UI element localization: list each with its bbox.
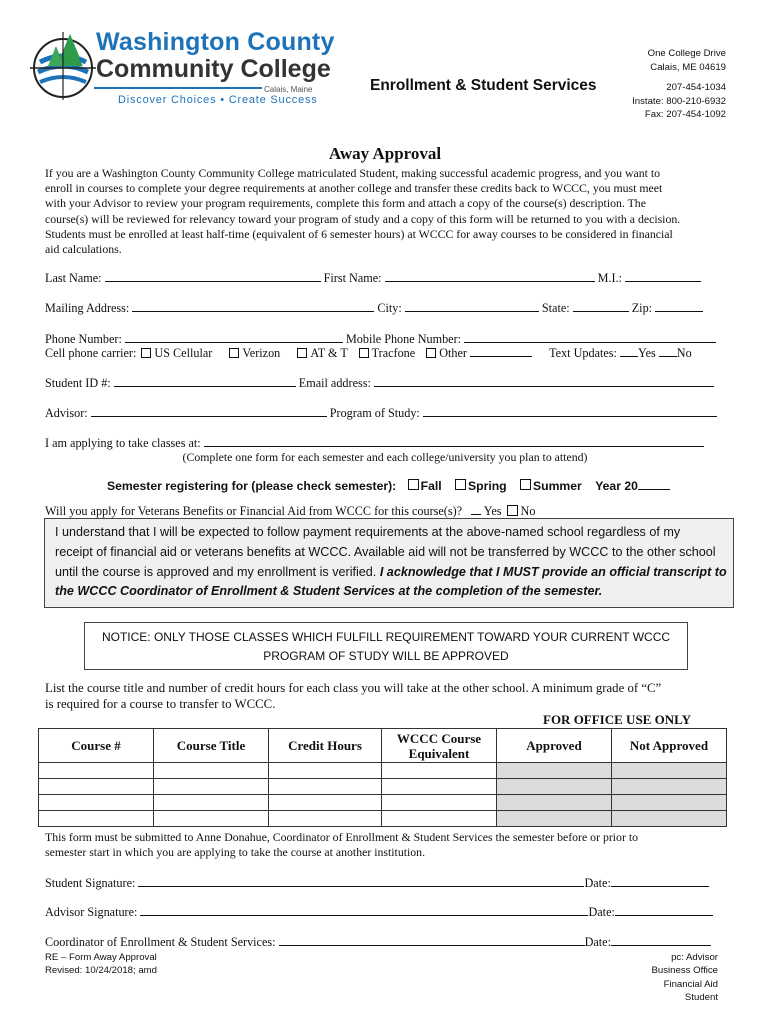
department-title: Enrollment & Student Services	[370, 77, 597, 94]
email-field[interactable]	[374, 375, 714, 387]
logo-underline	[94, 87, 262, 89]
table-cell	[497, 811, 612, 827]
table-cell	[497, 779, 612, 795]
intro-line: enroll in courses to complete your degree requirements at another college and transfer these credits back to WCCC, you must meet	[45, 181, 663, 196]
applying-note: (Complete one form for each semester and each college/university you plan to attend)	[182, 450, 588, 464]
advisor-label: Advisor:	[45, 406, 88, 420]
zip-field[interactable]	[655, 300, 703, 312]
table-cell[interactable]	[39, 811, 154, 827]
submit-note-line: This form must be submitted to Anne Donahue, Coordinator of Enrollment & Student Services the semester before or prior to	[45, 830, 639, 844]
state-field[interactable]	[573, 300, 629, 312]
name-row	[45, 270, 701, 286]
equiv-header-line: Equivalent	[408, 745, 470, 761]
carrier-checkbox[interactable]	[141, 348, 151, 358]
ack-line	[55, 582, 733, 602]
text-no-field[interactable]	[659, 345, 677, 357]
fall-checkbox[interactable]	[408, 479, 419, 490]
table-cell[interactable]	[382, 795, 497, 811]
date-label: Date:	[584, 935, 611, 949]
first-name-label: First Name:	[323, 271, 382, 285]
ack-bold-text: I acknowledge that I MUST provide an official transcript to	[379, 564, 727, 579]
list-instructions	[45, 680, 661, 712]
ack-line: receipt of financial aid or veterans benefits at WCCC. Available aid will not be transferred by WCCC to the other school	[55, 544, 716, 559]
mi-label: M.I.:	[597, 271, 622, 285]
city-field[interactable]	[405, 300, 539, 312]
instruction-line: List the course title and number of credit hours for each class you will take at the other school. A minimum grade of “C”	[45, 681, 662, 695]
table-cell[interactable]	[382, 811, 497, 827]
table-cell[interactable]	[382, 779, 497, 795]
state-label: State:	[541, 301, 570, 315]
ack-period: .	[598, 584, 603, 599]
intro-line: aid calculations.	[45, 242, 122, 257]
table-cell	[612, 779, 727, 795]
veterans-row	[45, 503, 535, 519]
advisor-date-field[interactable]	[615, 904, 713, 916]
program-field[interactable]	[423, 405, 717, 417]
tagline: Discover Choices • Create Success	[118, 94, 318, 106]
intro-line: course(s) will be reviewed for relevancy toward your program of study and a copy of this form will be returned to you with a decision.	[45, 211, 681, 226]
address-line1: One College Drive	[647, 48, 726, 59]
advisor-signature-field[interactable]	[140, 904, 588, 916]
mailing-address-field[interactable]	[132, 300, 374, 312]
column-header-approved: Approved	[497, 729, 612, 763]
ack-text: until the course is approved and my enrollment is verified.	[55, 564, 380, 579]
equiv-header-line: WCCC Course	[396, 730, 482, 746]
table-cell[interactable]	[39, 779, 154, 795]
mobile-phone-label: Mobile Phone Number:	[345, 332, 462, 346]
carrier-row	[45, 345, 692, 361]
instruction-line: is required for a course to transfer to WCCC.	[45, 697, 276, 711]
table-cell[interactable]	[39, 763, 154, 779]
notice-line: NOTICE: ONLY THOSE CLASSES WHICH FULFILL REQUIREMENT TOWARD YOUR CURRENT WCCC	[101, 630, 671, 644]
applying-label: I am applying to take classes at:	[45, 436, 201, 450]
phone-number-field[interactable]	[125, 331, 343, 343]
copy-financial-aid: Financial Aid	[663, 978, 718, 990]
student-signature-label: Student Signature:	[45, 876, 136, 890]
form-id: RE – Form Away Approval	[45, 952, 157, 963]
date-label: Date:	[588, 905, 615, 919]
table-cell[interactable]	[154, 779, 269, 795]
table-cell[interactable]	[154, 811, 269, 827]
column-header-equivalent	[382, 729, 497, 763]
column-header-course-number: Course #	[39, 729, 154, 763]
coordinator-signature-row	[45, 934, 711, 950]
year-field[interactable]	[638, 477, 670, 490]
copy-business-office: Business Office	[651, 965, 718, 977]
fall-label: Fall	[420, 479, 442, 493]
column-header-credit-hours: Credit Hours	[269, 729, 382, 763]
table-cell[interactable]	[154, 763, 269, 779]
table-cell	[497, 795, 612, 811]
contact-block	[632, 47, 726, 122]
ack-line: I understand that I will be expected to follow payment requirements at the above-named school regardless of my	[55, 525, 681, 539]
acknowledgement-box	[44, 518, 734, 608]
coordinator-signature-label: Coordinator of Enrollment & Student Services:	[45, 935, 276, 949]
instate-phone: Instate: 800-210-6932	[632, 95, 726, 107]
text-yes-label: Yes	[637, 346, 656, 360]
mailing-address-label: Mailing Address:	[45, 301, 130, 315]
carrier-option: Other	[439, 346, 467, 360]
veterans-question: Will you apply for Veterans Benefits or Financial Aid from WCCC for this course(s)?	[45, 504, 463, 518]
spring-label: Spring	[468, 479, 507, 493]
advisor-row	[45, 405, 717, 421]
year-label: Year 20	[595, 479, 638, 493]
intro-line: If you are a Washington County Community College matriculated Student, making successful academic progress, and you want to	[45, 166, 661, 180]
city-label: City:	[377, 301, 402, 315]
copy-advisor: pc: Advisor	[671, 952, 718, 963]
spring-checkbox[interactable]	[455, 479, 466, 490]
intro-paragraph	[45, 166, 745, 257]
student-date-field[interactable]	[611, 875, 709, 887]
semester-row	[107, 477, 670, 493]
zip-label: Zip:	[631, 301, 653, 315]
last-name-field[interactable]	[105, 270, 321, 282]
address-line2: Calais, ME 04619	[650, 61, 726, 73]
submit-note	[45, 830, 638, 860]
address-row	[45, 300, 703, 316]
veterans-yes-label: Yes	[483, 504, 502, 518]
submit-note-line: semester start in which you are applying to take the course at another institution.	[45, 845, 426, 859]
footer-right	[652, 951, 718, 1005]
table-row	[39, 763, 727, 779]
student-id-label: Student ID #:	[45, 376, 111, 390]
ack-line	[55, 563, 733, 583]
college-name-line1: Washington County	[96, 28, 335, 56]
text-no-label: No	[676, 346, 692, 360]
student-id-field[interactable]	[114, 375, 296, 387]
table-cell	[497, 763, 612, 779]
table-cell[interactable]	[269, 795, 382, 811]
advisor-signature-row	[45, 904, 713, 920]
semester-label: Semester registering for (please check semester):	[107, 479, 397, 493]
college-name-line2: Community College	[96, 55, 331, 83]
summer-checkbox[interactable]	[520, 479, 531, 490]
column-header-not-approved: Not Approved	[612, 729, 727, 763]
first-name-field[interactable]	[385, 270, 595, 282]
office-use-label: FOR OFFICE USE ONLY	[543, 712, 691, 727]
date-label: Date:	[584, 876, 611, 890]
table-row	[39, 779, 727, 795]
carrier-checkbox[interactable]	[229, 348, 239, 358]
veterans-yes-field[interactable]	[471, 503, 481, 515]
table-cell	[612, 763, 727, 779]
carrier-option: US Cellular	[154, 346, 213, 360]
applying-field[interactable]	[204, 435, 704, 447]
table-cell[interactable]	[382, 763, 497, 779]
mobile-phone-field[interactable]	[464, 331, 716, 343]
carrier-checkbox[interactable]	[359, 348, 369, 358]
carrier-checkbox[interactable]	[297, 348, 307, 358]
other-carrier-field[interactable]	[470, 345, 532, 357]
text-updates-label: Text Updates:	[549, 346, 617, 360]
cell-carrier-label: Cell phone carrier:	[45, 346, 137, 360]
text-yes-field[interactable]	[620, 345, 638, 357]
phone-number-label: Phone Number:	[45, 332, 122, 346]
course-table	[38, 728, 727, 827]
revised-date: Revised: 10/24/2018; amd	[45, 965, 158, 976]
mi-field[interactable]	[625, 270, 701, 282]
table-row	[39, 811, 727, 827]
carrier-option: Tracfone	[371, 346, 416, 360]
veterans-no-checkbox[interactable]	[507, 505, 518, 516]
program-label: Program of Study:	[329, 406, 420, 420]
college-logo	[22, 28, 342, 110]
last-name-label: Last Name:	[45, 271, 102, 285]
carrier-option: AT & T	[310, 346, 348, 360]
logo-location: Calais, Maine	[264, 85, 313, 94]
applying-row	[45, 435, 704, 451]
notice-box	[84, 622, 688, 670]
veterans-no-label: No	[520, 504, 536, 518]
advisor-signature-label: Advisor Signature:	[45, 905, 138, 919]
copy-student: Student	[684, 992, 718, 1004]
coordinator-date-field[interactable]	[611, 934, 711, 946]
notice-line: PROGRAM OF STUDY WILL BE APPROVED	[263, 649, 509, 663]
table-cell	[612, 795, 727, 811]
student-signature-field[interactable]	[138, 875, 584, 887]
carrier-option: Verizon	[242, 346, 281, 360]
email-label: Email address:	[298, 376, 371, 390]
carrier-checkbox[interactable]	[426, 348, 436, 358]
column-header-course-title: Course Title	[154, 729, 269, 763]
table-cell[interactable]	[39, 795, 154, 811]
table-cell[interactable]	[269, 779, 382, 795]
student-id-row	[45, 375, 714, 391]
coordinator-signature-field[interactable]	[279, 934, 585, 946]
summer-label: Summer	[533, 479, 582, 493]
ack-bold-text: the WCCC Coordinator of Enrollment & Student Services at the completion of the semester	[55, 584, 599, 599]
college-seal-icon	[26, 28, 100, 102]
table-cell	[612, 811, 727, 827]
intro-line: Students must be enrolled at least half-time (equivalent of 6 semester hours) at WCCC for away courses to be considered in financial	[45, 226, 673, 241]
table-row	[39, 795, 727, 811]
table-cell[interactable]	[269, 811, 382, 827]
page-title: Away Approval	[328, 144, 442, 163]
intro-line: with your Advisor to review your program requirements, complete this form and attach a copy of the course(s) description. The	[45, 196, 646, 211]
student-signature-row	[45, 875, 709, 891]
table-cell[interactable]	[154, 795, 269, 811]
footer-left	[45, 951, 157, 977]
fax: Fax: 207-454-1092	[644, 109, 726, 121]
phone: 207-454-1034	[666, 82, 726, 94]
advisor-field[interactable]	[91, 405, 327, 417]
table-cell[interactable]	[269, 763, 382, 779]
